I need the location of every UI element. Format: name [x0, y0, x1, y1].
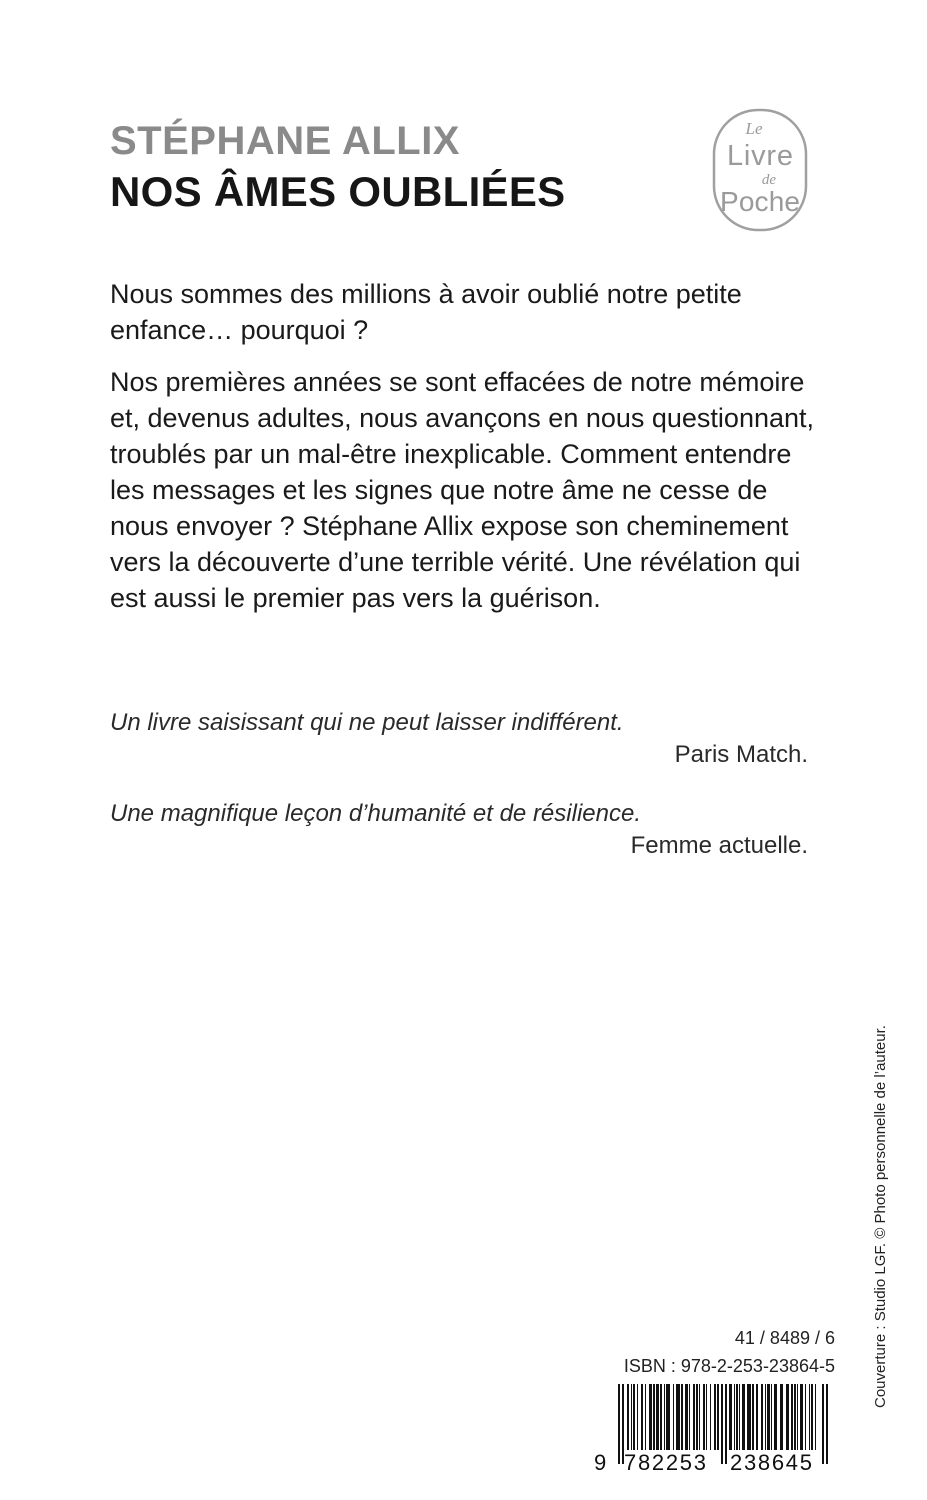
- barcode-right-digits: 238645: [730, 1450, 812, 1474]
- barcode-bar: [645, 1384, 646, 1450]
- barcode-bar: [717, 1384, 719, 1450]
- barcode-bar: [706, 1384, 707, 1450]
- barcode-bar: [664, 1384, 665, 1450]
- cover-credit: Couverture : Studio LGF. © Photo personnelle de l’auteur.: [872, 1025, 889, 1408]
- blurb-paragraph-1: Nous sommes des millions à avoir oublié notre petite enfance… pourquoi ?: [110, 279, 742, 345]
- barcode-bar: [633, 1384, 635, 1450]
- barcode-bar: [791, 1384, 793, 1450]
- barcode-bar: [761, 1384, 763, 1450]
- review-source-1: Paris Match.: [674, 741, 808, 768]
- barcode-bar: [742, 1384, 745, 1450]
- barcode-left-digits: 782253: [624, 1450, 706, 1474]
- barcode-bar: [689, 1384, 690, 1450]
- barcode-bar: [734, 1384, 735, 1450]
- barcode-bar: [710, 1384, 711, 1450]
- publisher-logo: [712, 108, 808, 232]
- svg-text:Le: Le: [745, 119, 763, 138]
- barcode-bar: [765, 1384, 766, 1450]
- review-quote-2: Une magnifique leçon d’humanité et de résilience.: [110, 800, 641, 827]
- svg-text:Poche: Poche: [720, 186, 800, 217]
- barcode-bar: [800, 1384, 803, 1450]
- review-source-2: Femme actuelle.: [630, 832, 808, 859]
- barcode-bar: [676, 1384, 680, 1450]
- barcode-bar: [752, 1384, 754, 1450]
- barcode-bar: [729, 1384, 732, 1450]
- svg-text:Livre: Livre: [727, 140, 793, 172]
- barcode-icon: [590, 1384, 836, 1474]
- barcode-bar: [649, 1384, 652, 1450]
- book-title: NOS ÂMES OUBLIÉES: [110, 168, 566, 215]
- barcode-bar: [786, 1384, 789, 1450]
- barcode-bar: [699, 1384, 700, 1450]
- svg-text:de: de: [761, 172, 777, 188]
- barcode-bar: [811, 1384, 813, 1450]
- barcode-bar: [685, 1384, 688, 1450]
- barcode-guard-bar: [826, 1384, 828, 1464]
- catalog-number: 41 / 8489 / 6: [734, 1328, 835, 1348]
- livre-de-poche-logo-icon: [712, 108, 808, 232]
- barcode-bar: [666, 1384, 670, 1450]
- barcode-bar: [660, 1384, 662, 1450]
- barcode-bar: [805, 1384, 806, 1450]
- barcode-bar: [641, 1384, 643, 1450]
- barcode-bar: [673, 1384, 674, 1450]
- blurb-paragraph-2: Nos premières années se sont effacées de notre mémoire et, devenus adultes, nous avançons en nous questionnant, troublés par un mal-être inexplicable. Comment entendre les messages et les signes que notre âme ne cesse de nous envoyer ? Stéphane Allix expose son cheminement vers la découverte d’une terrible vérité. Une révélation qui est aussi le premier pas vers la guérison.: [110, 367, 815, 613]
- isbn-number: ISBN : 978-2-253-23864-5: [623, 1356, 835, 1376]
- barcode-bar: [739, 1384, 740, 1450]
- barcode-bar: [714, 1384, 716, 1450]
- barcode-bar: [797, 1384, 798, 1450]
- barcode-bar: [627, 1384, 629, 1450]
- barcode-bar: [631, 1384, 632, 1450]
- barcode-bar: [771, 1384, 772, 1450]
- barcode-bar: [767, 1384, 770, 1450]
- barcode-guard-bar: [618, 1384, 620, 1464]
- barcode-bar: [747, 1384, 751, 1450]
- barcode-bar: [703, 1384, 705, 1450]
- barcode-guard-bar: [721, 1384, 723, 1464]
- barcode-bar: [656, 1384, 659, 1450]
- barcode: [590, 1384, 836, 1474]
- barcode-bar: [693, 1384, 695, 1450]
- barcode-bar: [794, 1384, 796, 1450]
- barcode-bar: [736, 1384, 738, 1450]
- barcode-guard-bar: [822, 1384, 824, 1464]
- barcode-bar: [774, 1384, 777, 1450]
- barcode-bar: [696, 1384, 698, 1450]
- barcode-bar: [681, 1384, 683, 1450]
- barcode-bar: [653, 1384, 655, 1450]
- barcode-bar: [809, 1384, 810, 1450]
- barcode-guard-bar: [725, 1384, 727, 1464]
- barcode-bar: [780, 1384, 783, 1450]
- barcode-bar: [637, 1384, 638, 1450]
- author-name: STÉPHANE ALLIX: [110, 119, 460, 163]
- barcode-bar: [756, 1384, 758, 1450]
- barcode-bar: [815, 1384, 816, 1450]
- review-quote-1: Un livre saisissant qui ne peut laisser indifférent.: [110, 709, 624, 736]
- barcode-first-digit: 9: [594, 1450, 607, 1474]
